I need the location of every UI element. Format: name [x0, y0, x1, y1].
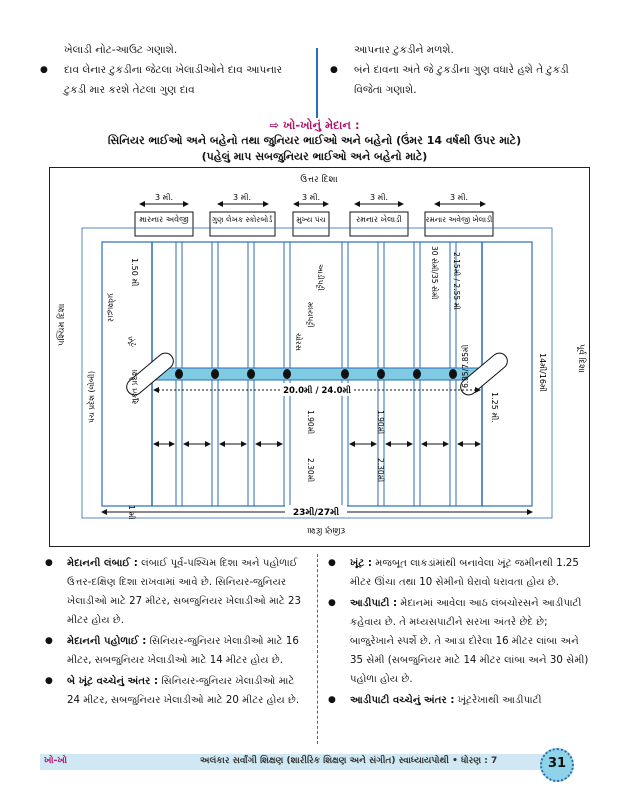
- list-item-title: ખૂંટ :: [350, 558, 372, 569]
- left-mark: પ્રવેશદ્વાર: [106, 293, 115, 322]
- free-zone-label: મુક્ત પ્રદેશ: [130, 369, 139, 404]
- chorus-label: ચોરસ: [294, 333, 303, 351]
- dim-3m-3: 3 મી.: [301, 193, 321, 202]
- list-item: [45, 672, 307, 710]
- top-boxes: [135, 193, 493, 236]
- subheading-2: (પહેલું માપ સબજુનિયર ભાઈઓ અને બહેનો માટે): [201, 150, 428, 163]
- w230a-label: 2.30મી: [306, 458, 315, 483]
- top-right-bullet: ● બંને દાવના અંતે જે ટુકડીના ગુણ વધારે હશે તે ટુકડી વિજેતા ગણાશે.: [330, 60, 590, 100]
- field-svg: [50, 168, 589, 546]
- list-item: [328, 554, 590, 592]
- list-item-title: આડીપાટી વચ્ચેનું અંતર :: [350, 695, 455, 706]
- list-item-text: ખૂંટરેખાથી આડીપાટી: [457, 695, 542, 706]
- box-1-label: મારનાર અવેજી: [139, 215, 189, 224]
- w230b-label: 2.30મી: [376, 458, 385, 483]
- list-item-text: સિનિયર-જુનિયર ખેલાડીઓ માટે 16 મીટર, સબજુનિયર ખેલાડીઓ માટે 14 મીટર હોય છે.: [67, 636, 299, 666]
- section-heading: ⇨ ખો-ખોનું મેદાન :: [269, 118, 360, 132]
- west-label: પશ્ચિમ દિશા: [57, 303, 67, 346]
- bottom-dim-label: 23મી/27મી: [292, 508, 340, 518]
- list-item-title: મેદાનની પહોળાઈ :: [67, 636, 147, 647]
- list-item: [45, 632, 307, 670]
- box-2-label: ગુણ લેખક સ્કોરબોર્ડ: [211, 215, 273, 224]
- box-5-label: રમનાર અવેજી ખેલાડી: [425, 215, 493, 224]
- east-label: પૂર્વ દિશા: [576, 344, 586, 373]
- column-divider: [316, 48, 318, 118]
- north-label: ઉત્તર દિશા: [300, 175, 338, 185]
- w30-label: 30 સેમી/35 સેમી: [430, 246, 439, 300]
- box-3-label: મુખ્ય પંચ: [296, 215, 326, 224]
- khunt-label: ખૂંટ: [125, 334, 139, 349]
- rules-left: [45, 554, 307, 712]
- central-lane: [152, 368, 482, 380]
- top-left-bullet: ● દાવ લેનાર ટુકડીના જેટલા ખેલાડીઓને દાવ આપનાર ટુકડી માર કરશે તેટલા ગુણ દાવ: [40, 60, 300, 100]
- list-item-text: મેદાનમાં આવેલા આઠ લંબચોરસને આડીપાટી કહેવાય છે. તે મધ્યસપાટીને સરખા અંતરે છેદે છે; બાજુરેખાને સ્પર્શે છે. તે આડા દોરેલા 16 મીટર લાંબા અને 35 સેમી (સબજુનિયર માટે 14 મીટર લાંબા અને 30 સેમી) પહોળા હોય છે.: [350, 598, 589, 685]
- footer-book-title: અલંકાર સર્વાંગી શિક્ષણ (શારીરિક શિક્ષણ અને સંગીત) સ્વાધ્યાયપોથી • ધોરણ : 7: [200, 756, 498, 766]
- kho-kho-field-diagram: [49, 167, 590, 547]
- list-divider: [317, 554, 319, 744]
- footer-subject: ખો-ખો: [44, 756, 68, 766]
- label-150m: 1.50 મી: [130, 258, 139, 287]
- w190a-label: 1.90મી: [306, 410, 315, 435]
- page-footer: [0, 748, 629, 772]
- dim-3m-2: 3 મી.: [232, 193, 252, 202]
- top-left-line: ખેલાડી નોટ-આઉટ ગણાશે.: [64, 44, 178, 56]
- dim-3m-5: 3 મી.: [449, 193, 469, 202]
- list-item-title: બે ખૂંટ વચ્ચેનું અંતર :: [67, 676, 159, 687]
- label-125m: 1.25 મી.: [490, 392, 499, 423]
- center-dim-label: 20.0મી / 24.0મી: [283, 386, 351, 396]
- dim-3m-1: 3 મી.: [154, 193, 174, 202]
- list-item-text: મજબૂત લાકડાંમાંથી બનાવેલા ખૂંટ જમીનથી 1.25 મીટર ઊંચા તથા 10 સેમીનો ઘેરાવો ધરાવતા હોય છે.: [350, 558, 579, 588]
- adipati-label: આડીપટ્ટી: [316, 264, 325, 291]
- list-item-text: લંબાઈ પૂર્વ-પશ્ચિમ દિશા અને પહોળાઈ ઉત્તર-દક્ષિણ દિશા રાખવામાં આવે છે. સિનિયર-જુનિયર ખેલાડીઓ માટે 27 મીટર, સબજુનિયર ખેલાડીઓ માટે 23 મીટર હોય છે.: [67, 558, 302, 626]
- top-right-column: [330, 40, 590, 100]
- list-item: [328, 691, 590, 710]
- w190b-label: 1.90મી: [376, 410, 385, 435]
- list-item-text: સિનિયર-જુનિયર ખેલાડીઓ માટે 24 મીટર, સબજુનિયર ખેલાડીઓ માટે 20 મીટર હોય છે.: [67, 676, 300, 706]
- w215-label: 2.15મી / 2.55 મી: [452, 252, 461, 310]
- list-item: [45, 554, 307, 630]
- lobby-label: પંચ પ્રદેશ (લોબી): [87, 370, 96, 423]
- list-item: [328, 594, 590, 689]
- label-1m: 1 મી: [127, 505, 136, 520]
- dim-3m-4: 3 મી.: [369, 193, 389, 202]
- label-14m: 14મી/16મી: [538, 353, 547, 392]
- list-item-title: મેદાનની લંબાઈ :: [67, 558, 138, 569]
- top-right-line: આપનાર ટુકડીને મળશે.: [354, 44, 454, 56]
- page-number: 31: [540, 748, 574, 782]
- rules-right: [328, 554, 590, 712]
- w685-label: 6.85/7.85મી: [461, 344, 470, 388]
- subheading: સિનિયર ભાઈઓ અને બહેનો તથા જુનિયર ભાઈઓ અને બહેનો (ઉંમર 14 વર્ષથી ઉપર માટે): [107, 134, 522, 147]
- madhyapati-label: મધ્યપટ્ટી: [306, 302, 315, 328]
- box-4-label: રમનાર ખેલાડી: [356, 215, 402, 224]
- south-label: દક્ષિણ દિશા: [306, 525, 346, 535]
- top-left-column: [40, 40, 300, 100]
- list-item-title: આડીપાટી :: [350, 598, 398, 609]
